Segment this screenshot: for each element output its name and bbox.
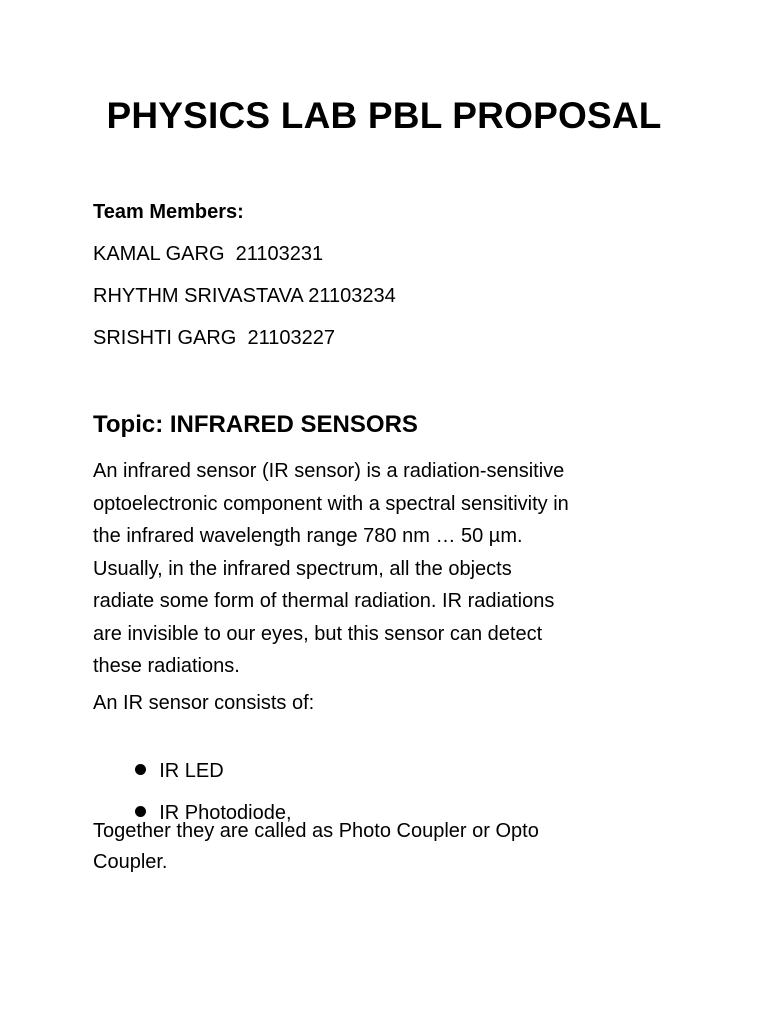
component-label: IR LED bbox=[159, 760, 224, 782]
paragraph-line: the infrared wavelength range 780 nm … 50 µm. bbox=[93, 525, 523, 547]
paragraph-line: radiate some form of thermal radiation. IR radiations bbox=[93, 590, 555, 612]
paragraph-line: are invisible to our eyes, but this sensor can detect bbox=[93, 622, 543, 645]
closing-paragraph bbox=[93, 816, 693, 878]
team-member: RHYTHM SRIVASTAVA 21103234 bbox=[93, 285, 396, 307]
document-title: PHYSICS LAB PBL PROPOSAL bbox=[106, 95, 662, 136]
description-paragraph bbox=[93, 455, 693, 683]
paragraph-line: these radiations. bbox=[93, 655, 240, 677]
components-intro: An IR sensor consists of: bbox=[93, 692, 315, 714]
closing-line: Coupler. bbox=[93, 851, 168, 873]
paragraph-line: Usually, in the infrared spectrum, all the objects bbox=[93, 557, 512, 580]
team-member: SRISHTI GARG 21103227 bbox=[93, 327, 335, 349]
paragraph-line: optoelectronic component with a spectral sensitivity in bbox=[93, 492, 569, 515]
topic-heading: Topic: INFRARED SENSORS bbox=[93, 411, 418, 438]
team-members-label: Team Members: bbox=[93, 201, 244, 223]
team-member: KAMAL GARG 21103231 bbox=[93, 243, 324, 265]
closing-line: Together they are called as Photo Coupler or Opto bbox=[93, 820, 539, 842]
component-label: IR Photodiode, bbox=[159, 802, 292, 824]
paragraph-line: An infrared sensor (IR sensor) is a radiation-sensitive bbox=[93, 460, 565, 482]
